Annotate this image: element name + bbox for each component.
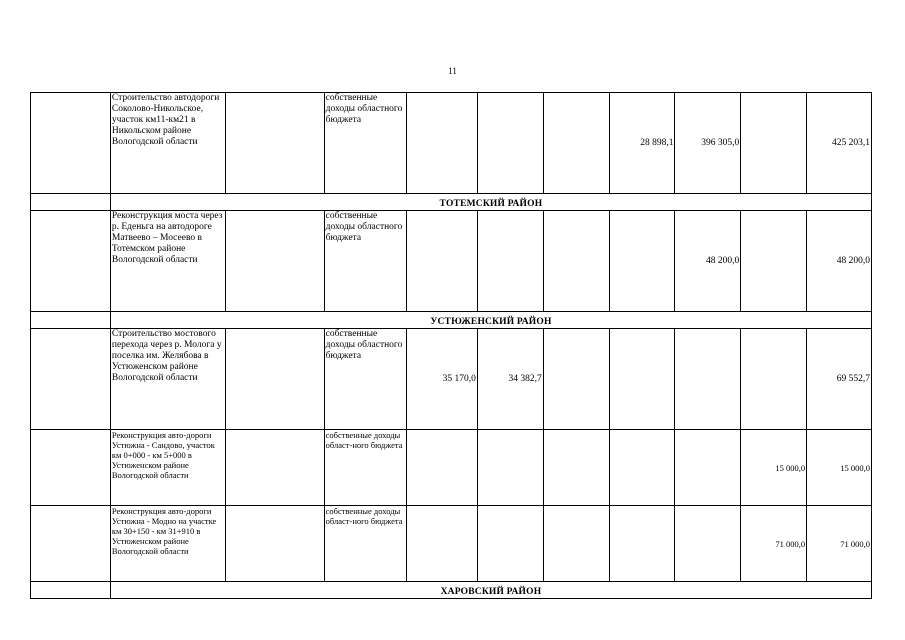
value-cell [675, 430, 741, 506]
value-cell [675, 329, 741, 430]
total-cell: 425 203,1 [807, 93, 872, 194]
empty-cell [226, 93, 324, 194]
value-cell [675, 506, 741, 582]
object-name-cell: Реконструкция моста через р. Еденьга на автодороге Матвеево – Мосеево в Тотемском районе Вологодской области [110, 211, 226, 312]
value-cell [609, 430, 675, 506]
value-cell [609, 211, 675, 312]
funding-source-cell: собственные доходы областного бюджета [324, 93, 406, 194]
value-cell [543, 329, 609, 430]
value-cell [406, 211, 477, 312]
value-cell [406, 506, 477, 582]
table-row [31, 93, 872, 194]
value-cell [543, 93, 609, 194]
funding-source-cell: собственные доходы областного бюджета [324, 329, 406, 430]
value-cell [543, 506, 609, 582]
empty-cell [226, 430, 324, 506]
value-cell [741, 329, 807, 430]
value-cell [543, 430, 609, 506]
value-cell [477, 506, 543, 582]
row-number-cell [31, 329, 111, 430]
empty-cell [226, 211, 324, 312]
value-cell [543, 211, 609, 312]
value-cell [477, 211, 543, 312]
total-cell: 48 200,0 [807, 211, 872, 312]
value-cell [477, 430, 543, 506]
row-number-cell [31, 93, 111, 194]
value-cell [477, 93, 543, 194]
row-number-cell [31, 506, 111, 582]
value-cell: 396 305,0 [675, 93, 741, 194]
value-cell [741, 211, 807, 312]
funding-source-cell: собственные доходы област-ного бюджета [324, 430, 406, 506]
value-cell [609, 329, 675, 430]
total-cell: 71 000,0 [807, 506, 872, 582]
table-row [31, 329, 872, 430]
row-number-cell [31, 194, 111, 211]
value-cell: 28 898,1 [609, 93, 675, 194]
funding-source-cell: собственные доходы област-ного бюджета [324, 506, 406, 582]
object-name-cell: Реконструкция авто-дороги Устюжна - Модно на участке км 30+150 - км 31+910 в Устюженском районе Вологодской области [110, 506, 226, 582]
page-number: 11 [448, 66, 457, 76]
value-cell [406, 430, 477, 506]
district-header-row [31, 312, 872, 329]
empty-cell [226, 329, 324, 430]
row-number-cell [31, 430, 111, 506]
value-cell: 35 170,0 [406, 329, 477, 430]
total-cell: 69 552,7 [807, 329, 872, 430]
district-title: УСТЮЖЕНСКИЙ РАЙОН [110, 312, 871, 329]
value-cell [609, 506, 675, 582]
empty-cell [226, 506, 324, 582]
object-name-cell: Строительство автодороги Соколово-Никольское, участок км11-км21 в Никольском районе Вологодской области [110, 93, 226, 194]
table-row [31, 506, 872, 582]
table-row [31, 430, 872, 506]
value-cell: 48 200,0 [675, 211, 741, 312]
total-cell: 15 000,0 [807, 430, 872, 506]
district-header-row [31, 194, 872, 211]
value-cell: 15 000,0 [741, 430, 807, 506]
row-number-cell [31, 582, 111, 599]
value-cell [741, 93, 807, 194]
budget-table [30, 92, 872, 599]
funding-source-cell: собственные доходы областного бюджета [324, 211, 406, 312]
table-row [31, 211, 872, 312]
district-header-row [31, 582, 872, 599]
row-number-cell [31, 211, 111, 312]
district-title: ХАРОВСКИЙ РАЙОН [110, 582, 871, 599]
object-name-cell: Реконструкция авто-дороги Устюжна - Сандово, участок км 0+000 - км 5+000 в Устюженском районе Вологодской области [110, 430, 226, 506]
object-name-cell: Строительство мостового перехода через р. Молога у поселка им. Желябова в Устюженском районе Вологодской области [110, 329, 226, 430]
value-cell: 71 000,0 [741, 506, 807, 582]
district-title: ТОТЕМСКИЙ РАЙОН [110, 194, 871, 211]
value-cell: 34 382,7 [477, 329, 543, 430]
value-cell [406, 93, 477, 194]
row-number-cell [31, 312, 111, 329]
